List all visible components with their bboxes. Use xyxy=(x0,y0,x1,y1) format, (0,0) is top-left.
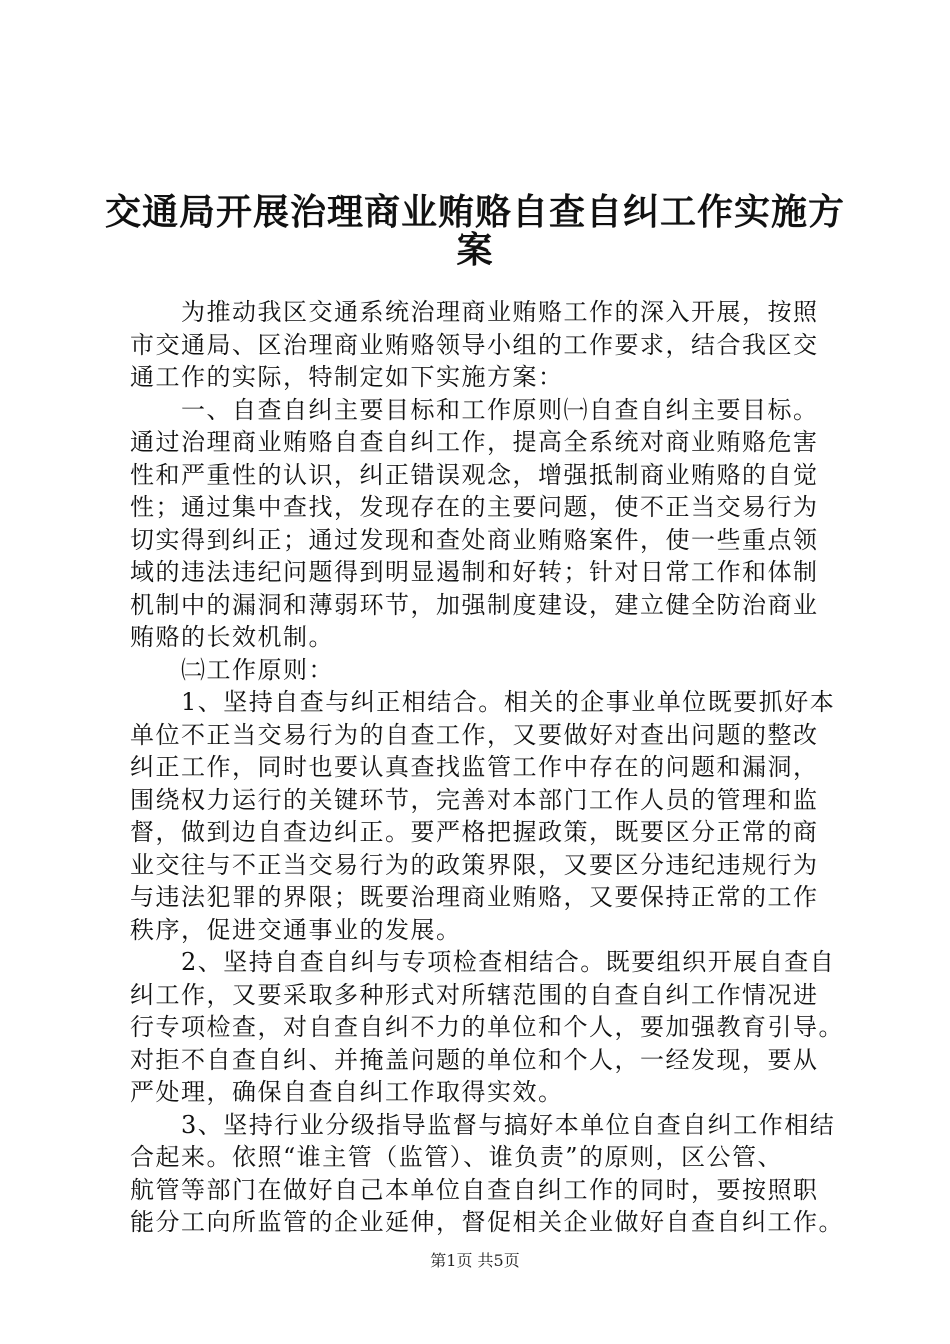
body-line: 贿赂的长效机制。 xyxy=(130,623,334,651)
body-line: 通过治理商业贿赂自查自纠工作，提高全系统对商业贿赂危害 xyxy=(130,428,819,456)
document-title-line-2: 案 xyxy=(456,230,494,271)
body-line: 纠正工作，同时也要认真查找监管工作中存在的问题和漏洞， xyxy=(130,753,819,781)
body-line: 机制中的漏洞和薄弱环节，加强制度建设，建立健全防治商业 xyxy=(130,590,819,619)
body-line: ㈡工作原则： xyxy=(130,655,334,684)
body-line: 市交通局、区治理商业贿赂领导小组的工作要求，结合我区交 xyxy=(130,330,819,359)
body-line: 切实得到纠正；通过发现和查处商业贿赂案件，使一些重点领 xyxy=(130,525,819,554)
body-line: 与违法犯罪的界限；既要治理商业贿赂，又要保持正常的工作 xyxy=(130,883,819,911)
body-line: 域的违法违纪问题得到明显遏制和好转；针对日常工作和体制 xyxy=(130,558,819,586)
page-footer: 第1页 共5页 xyxy=(430,1251,520,1270)
document-title-line-1: 交通局开展治理商业贿赂自查自纠工作实施方 xyxy=(104,192,845,233)
body-line: 纠工作，又要采取多种形式对所辖范围的自查自纠工作情况进 xyxy=(130,980,819,1009)
body-line: 1、坚持自查与纠正相结合。相关的企事业单位既要抓好本 xyxy=(130,688,836,716)
body-line: 3、坚持行业分级指导监督与搞好本单位自查自纠工作相结 xyxy=(130,1110,836,1139)
body-line: 性；通过集中查找，发现存在的主要问题，使不正当交易行为 xyxy=(130,493,819,521)
body-line: 能分工向所监管的企业延伸，督促相关企业做好自查自纠工作。 xyxy=(130,1208,844,1236)
body-line: 秩序，促进交通事业的发展。 xyxy=(130,915,462,944)
body-line: 严处理，确保自查自纠工作取得实效。 xyxy=(130,1078,564,1106)
document-body xyxy=(130,296,844,1239)
body-line: 合起来。依照“谁主管（监管）、谁负责”的原则，区公管、 xyxy=(130,1143,784,1171)
body-line: 业交往与不正当交易行为的政策界限，又要区分违纪违规行为 xyxy=(130,850,819,879)
body-line: 单位不正当交易行为的自查工作，又要做好对查出问题的整改 xyxy=(130,720,819,749)
body-line: 行专项检查，对自查自纠不力的单位和个人，要加强教育引导。 xyxy=(130,1013,844,1041)
body-line: 航管等部门在做好自己本单位自查自纠工作的同时，要按照职 xyxy=(130,1175,819,1204)
body-line: 为推动我区交通系统治理商业贿赂工作的深入开展，按照 xyxy=(130,298,819,326)
body-line: 2、坚持自查自纠与专项检查相结合。既要组织开展自查自 xyxy=(130,948,836,976)
body-line: 督，做到边自查边纠正。要严格把握政策，既要区分正常的商 xyxy=(130,818,819,846)
body-line: 一、自查自纠主要目标和工作原则㈠自查自纠主要目标。 xyxy=(130,395,819,424)
body-line: 性和严重性的认识，纠正错误观念，增强抵制商业贿赂的自觉 xyxy=(130,460,819,489)
body-line: 围绕权力运行的关键环节，完善对本部门工作人员的管理和监 xyxy=(130,785,819,814)
body-line: 对拒不自查自纠、并掩盖问题的单位和个人，一经发现，要从 xyxy=(130,1045,819,1074)
body-line: 通工作的实际，特制定如下实施方案： xyxy=(130,363,564,391)
